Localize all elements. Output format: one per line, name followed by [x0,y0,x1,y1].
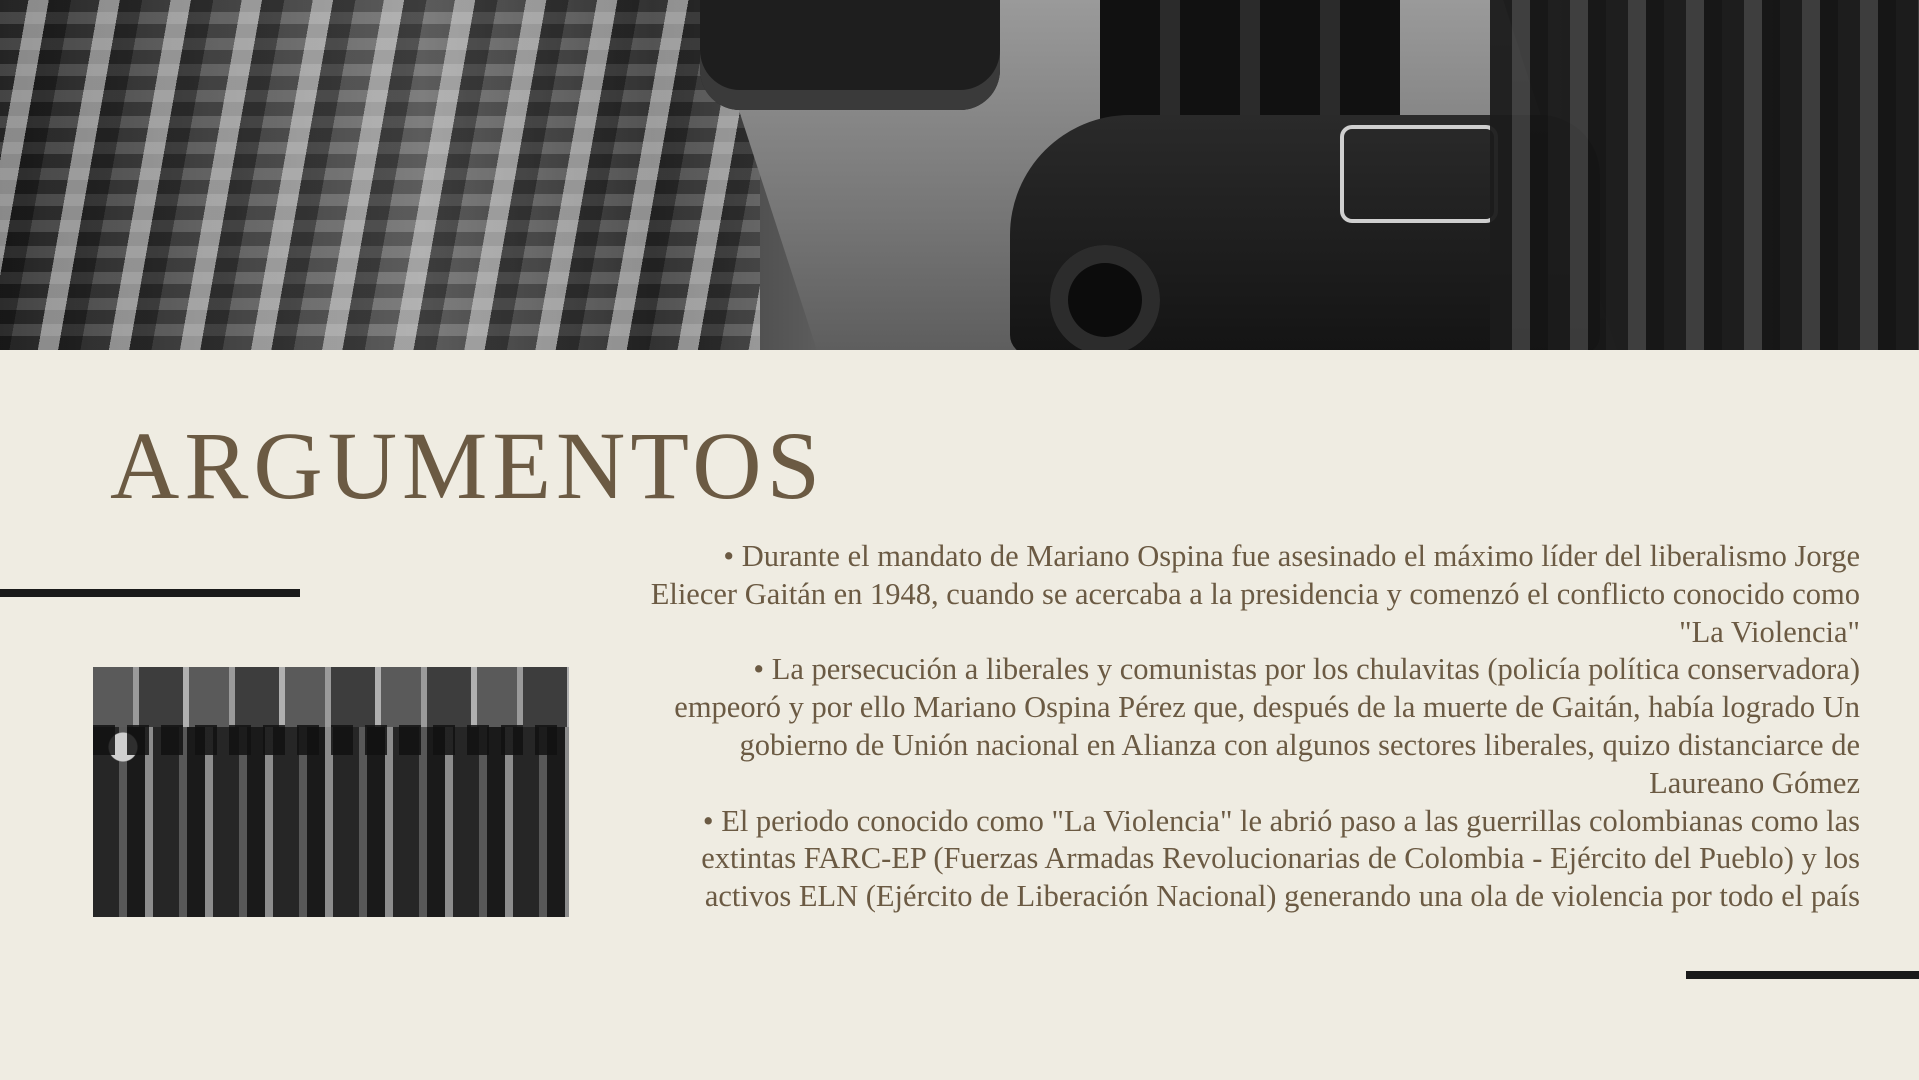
divider-left [0,589,300,597]
crowd-photo [93,667,569,917]
slide-title: ARGUMENTOS [110,412,825,519]
photo-group-of-men [93,727,569,917]
photo-hats [93,725,569,755]
crowd-right [1490,0,1919,350]
divider-right [1686,971,1919,979]
crowd-left [0,0,760,350]
argument-paragraph: • Durante el mandato de Mariano Ospina fue asesinado el máximo líder del liberalismo Jorge Eliecer Gaitán en 1948, cuando se acercaba a la presidencia y comenzó el conflicto conocido como "La Violencia" [650,539,1860,649]
arguments-text [640,538,1860,916]
argument-paragraph: • La persecución a liberales y comunistas por los chulavitas (policía política conservadora) empeoró y por ello Mariano Ospina Pérez que, después de la muerte de Gaitán, había logrado Un gobierno de Unión nacional en Alianza con algunos sectores liberales, quizo distanciarce de Laureano Gómez [674,652,1860,800]
car-background [700,0,1000,110]
people-in-car [1100,0,1400,130]
argument-paragraph: • El periodo conocido como "La Violencia" le abrió paso a las guerrillas colombianas como las extintas FARC-EP (Fuerzas Armadas Revolucionarias de Colombia - Ejército del Pueblo) y los activos ELN (Ejército de Liberación Nacional) generando una ola de violencia por todo el país [701,803,1860,914]
header-photo-motorcade [0,0,1919,350]
